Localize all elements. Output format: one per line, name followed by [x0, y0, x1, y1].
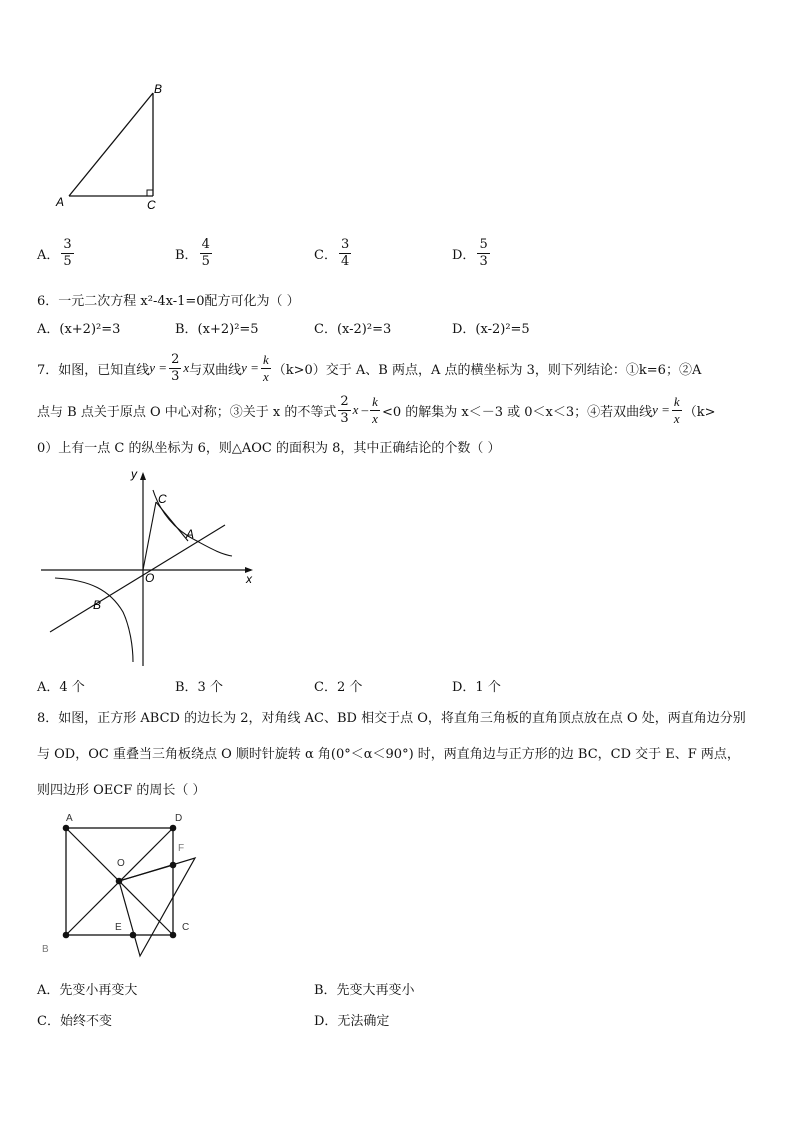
triangle-figure [50, 80, 180, 215]
label-a: A [186, 527, 195, 541]
label-b: B [42, 944, 49, 955]
fraction: $\frac{4}{5}$ [201, 236, 210, 269]
q5-option-d[interactable]: D． $\frac{5}{3}$ [452, 236, 488, 269]
q8-line-1: 8．如图，正方形 ABCD 的边长为 2，对角线 AC、BD 相交于点 O，将直角三角板的直角顶点放在点 O 处，两直角边分别 [37, 711, 746, 726]
y-axis-arrow [140, 472, 146, 480]
point-a [63, 825, 70, 832]
q7-line-1: 7．如图，已知直线 y = $\frac{2}{3}$ x 与双曲线 y = $\frac{k}{x}$ （k>0）交于 A、B 两点，A 点的横坐标为 3，则下列结论：①k=6；②A [37, 351, 702, 384]
label-b: B [93, 598, 102, 612]
hyperbola-graph [35, 462, 270, 670]
point-c [170, 932, 177, 939]
fraction: $\frac{k}{x}$ [372, 393, 378, 426]
q7-line-3: 0）上有一点 C 的纵坐标为 6，则△AOC 的面积为 8，其中正确结论的个数（ ） [37, 441, 501, 456]
fraction: $\frac{k}{x}$ [262, 351, 269, 384]
q8-line-3: 则四边形 OECF 的周长（ ） [37, 783, 206, 798]
fraction: $\frac{2}{3}$ [171, 351, 180, 384]
label-x: x [246, 572, 252, 586]
q5-option-b[interactable]: B． $\frac{4}{5}$ [175, 236, 210, 269]
q7-option-a[interactable]: A．4 个 [37, 679, 85, 695]
fraction: $\frac{5}{3}$ [479, 236, 488, 269]
point-d [170, 825, 177, 832]
label-c: C [158, 492, 167, 506]
q7-option-d[interactable]: D．1 个 [452, 679, 501, 695]
point-b [63, 932, 70, 939]
square-figure [35, 808, 215, 960]
segment-ca [156, 502, 188, 541]
q8-option-d[interactable]: D．无法确定 [314, 1013, 390, 1029]
right-angle-mark [147, 190, 153, 196]
q6-option-b[interactable]: B．(x+2)²=5 [175, 321, 259, 337]
label-a: A [66, 813, 73, 824]
fraction: $\frac{3}{4}$ [340, 236, 350, 269]
label-b: B [154, 82, 163, 96]
q5-option-a[interactable]: A． $\frac{3}{5}$ [37, 236, 72, 269]
q7-option-b[interactable]: B．3 个 [175, 679, 223, 695]
label-a: A [56, 195, 65, 209]
label-c: C [147, 198, 156, 212]
triangle-side-ab [69, 93, 153, 196]
q6-option-a[interactable]: A．(x+2)²=3 [37, 321, 121, 337]
q5-option-c[interactable]: C． $\frac{3}{4}$ [314, 236, 350, 269]
point-f [170, 862, 177, 869]
point-e [130, 932, 137, 939]
q8-line-2: 与 OD，OC 重叠当三角板绕点 O 顺时针旋转 α 角(0°＜α＜90°) 时，两直角边与正方形的边 BC，CD 交于 E、F 两点， [37, 747, 740, 762]
label-y: y [131, 467, 137, 481]
line-y-2-3x [50, 525, 225, 632]
q6-option-d[interactable]: D．(x-2)²=5 [452, 321, 530, 337]
label-o: O [145, 571, 155, 585]
q8-option-b[interactable]: B．先变大再变小 [314, 982, 415, 998]
point-o [116, 878, 123, 885]
q7-option-c[interactable]: C．2 个 [314, 679, 363, 695]
fraction: $\frac{3}{5}$ [63, 236, 72, 269]
q6-option-c[interactable]: C．(x-2)²=3 [314, 321, 392, 337]
label-c: C [182, 922, 190, 933]
hyperbola-branch-2 [55, 578, 133, 662]
q6-stem: 6．一元二次方程 x²-4x-1=0配方可化为（ ） [37, 294, 300, 309]
set-square [119, 858, 195, 956]
fraction: $\frac{k}{x}$ [673, 393, 680, 426]
q8-option-c[interactable]: C．始终不变 [37, 1013, 112, 1029]
fraction: $\frac{2}{3}$ [340, 393, 349, 426]
q7-line-2: 点与 B 点关于原点 O 中心对称；③关于 x 的不等式 $\frac{2}{3}$ x – $\frac{k}{x}$ <0 的解集为 x＜－3 或 0＜x＜3；④若双曲线 y = $\frac{k}{x}$ （k> [37, 393, 716, 426]
label-o: O [117, 858, 125, 869]
segment-oc [143, 502, 156, 570]
segment-of [119, 865, 173, 881]
label-d: D [175, 813, 183, 824]
label-e: E [115, 922, 122, 933]
label-f: F [178, 843, 185, 854]
q8-option-a[interactable]: A．先变小再变大 [37, 982, 138, 998]
